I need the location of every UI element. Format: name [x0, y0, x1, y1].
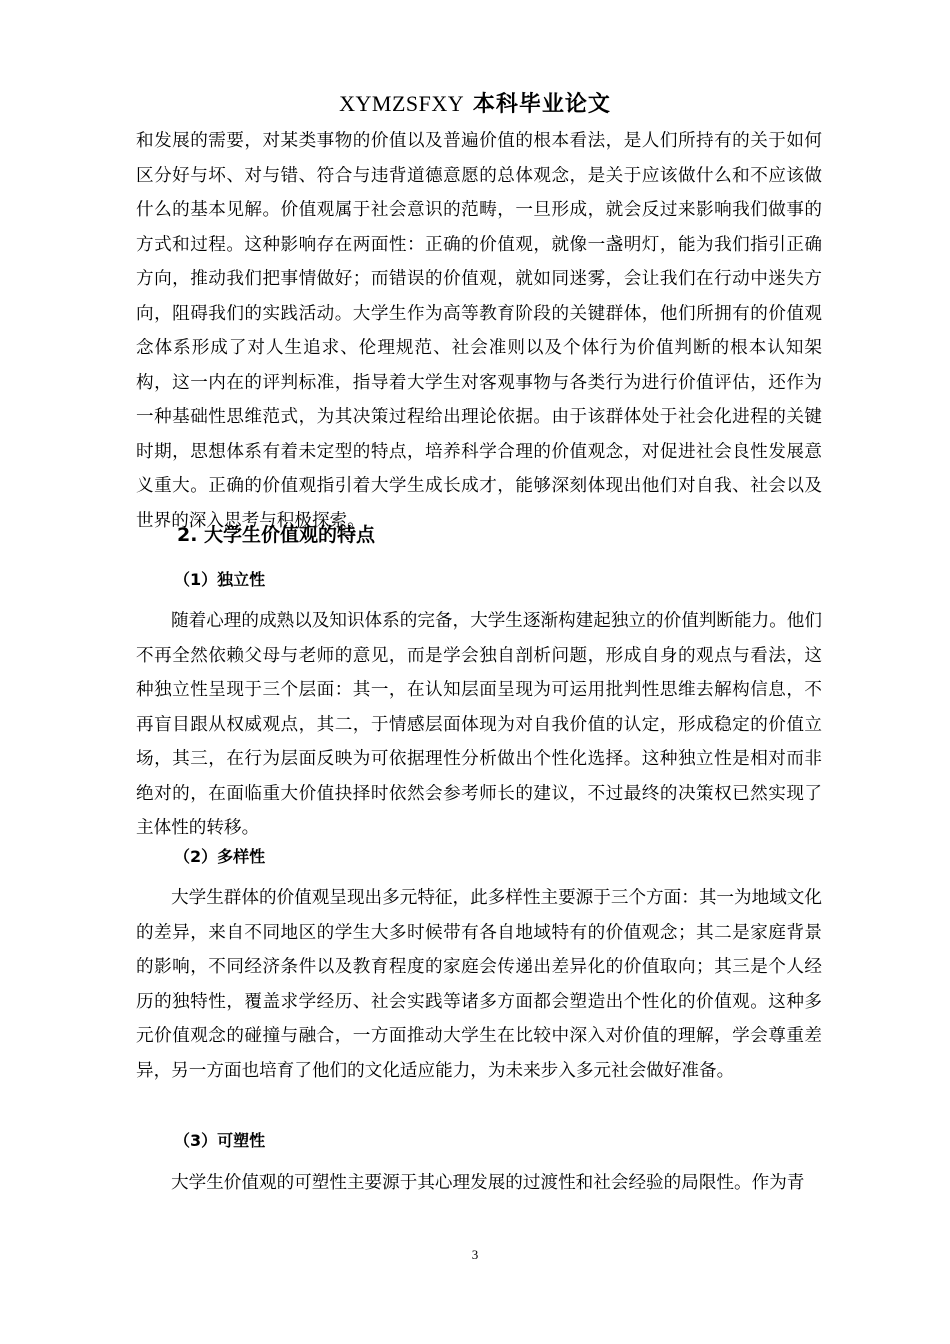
paragraph-values-definition: 和发展的需要，对某类事物的价值以及普遍价值的根本看法，是人们所持有的关于如何区分好与坏、对与错、符合与违背道德意愿的总体观念，是关于应该做什么和不应该做什么的基本见解。价值观属于社会意识的范畴，一旦形成，就会反过来影响我们做事的方式和过程。这种影响存在两面性：正确的价值观，就像一盏明灯，能为我们指引正确方向，推动我们把事情做好；而错误的价值观，就如同迷雾，会让我们在行动中迷失方向，阻碍我们的实践活动。大学生作为高等教育阶段的关键群体，他们所拥有的价值观念体系形成了对人生追求、伦理规范、社会准则以及个体行为价值判断的根本认知架构，这一内在的评判标准，指导着大学生对客观事物与各类行为进行价值评估，还作为一种基础性思维范式，为其决策过程给出理论依据。由于该群体处于社会化进程的关键时期，思想体系有着未定型的特点，培养科学合理的价值观念，对促进社会良性发展意义重大。正确的价值观指引着大学生成长成才，能够深刻体现出他们对自我、社会以及世界的深入思考与积极探索。: [136, 131, 822, 531]
page-number: 3: [471, 1247, 479, 1262]
header-title: 本科毕业论文: [464, 92, 611, 117]
header-latin-text: XYMZSFXY: [339, 91, 465, 116]
subheading-independence: （1）独立性: [174, 570, 266, 589]
subheading-plasticity: （3）可塑性: [174, 1131, 266, 1150]
paragraph-independence: 随着心理的成熟以及知识体系的完备，大学生逐渐构建起独立的价值判断能力。他们不再全然依赖父母与老师的意见，而是学会独自剖析问题，形成自身的观点与看法，这种独立性呈现于三个层面：其一，在认知层面呈现为可运用批判性思维去解构信息，不再盲目跟从权威观点，其二，于情感层面体现为对自我价值的认定，形成稳定的价值立场，其三，在行为层面反映为可依据理性分析做出个性化选择。这种独立性是相对而非绝对的，在面临重大价值抉择时依然会参考师长的建议，不过最终的决策权已然实现了主体性的转移。: [136, 611, 822, 838]
paragraph-plasticity: 大学生价值观的可塑性主要源于其心理发展的过渡性和社会经验的局限性。作为青: [171, 1173, 805, 1193]
page-header: [0, 89, 950, 120]
paragraph-diversity: 大学生群体的价值观呈现出多元特征，此多样性主要源于三个方面：其一为地域文化的差异，来自不同地区的学生大多时候带有各自地域特有的价值观念；其二是家庭背景的影响，不同经济条件以及教育程度的家庭会传递出差异化的价值取向；其三是个人经历的独特性，覆盖求学经历、社会实践等诸多方面都会塑造出个性化的价值观。这种多元价值观念的碰撞与融合，一方面推动大学生在比较中深入对价值的理解，学会尊重差异，另一方面也培育了他们的文化适应能力，为未来步入多元社会做好准备。: [136, 888, 822, 1081]
section-heading-characteristics: 2. 大学生价值观的特点: [177, 524, 376, 546]
subheading-diversity: （2）多样性: [174, 847, 266, 866]
